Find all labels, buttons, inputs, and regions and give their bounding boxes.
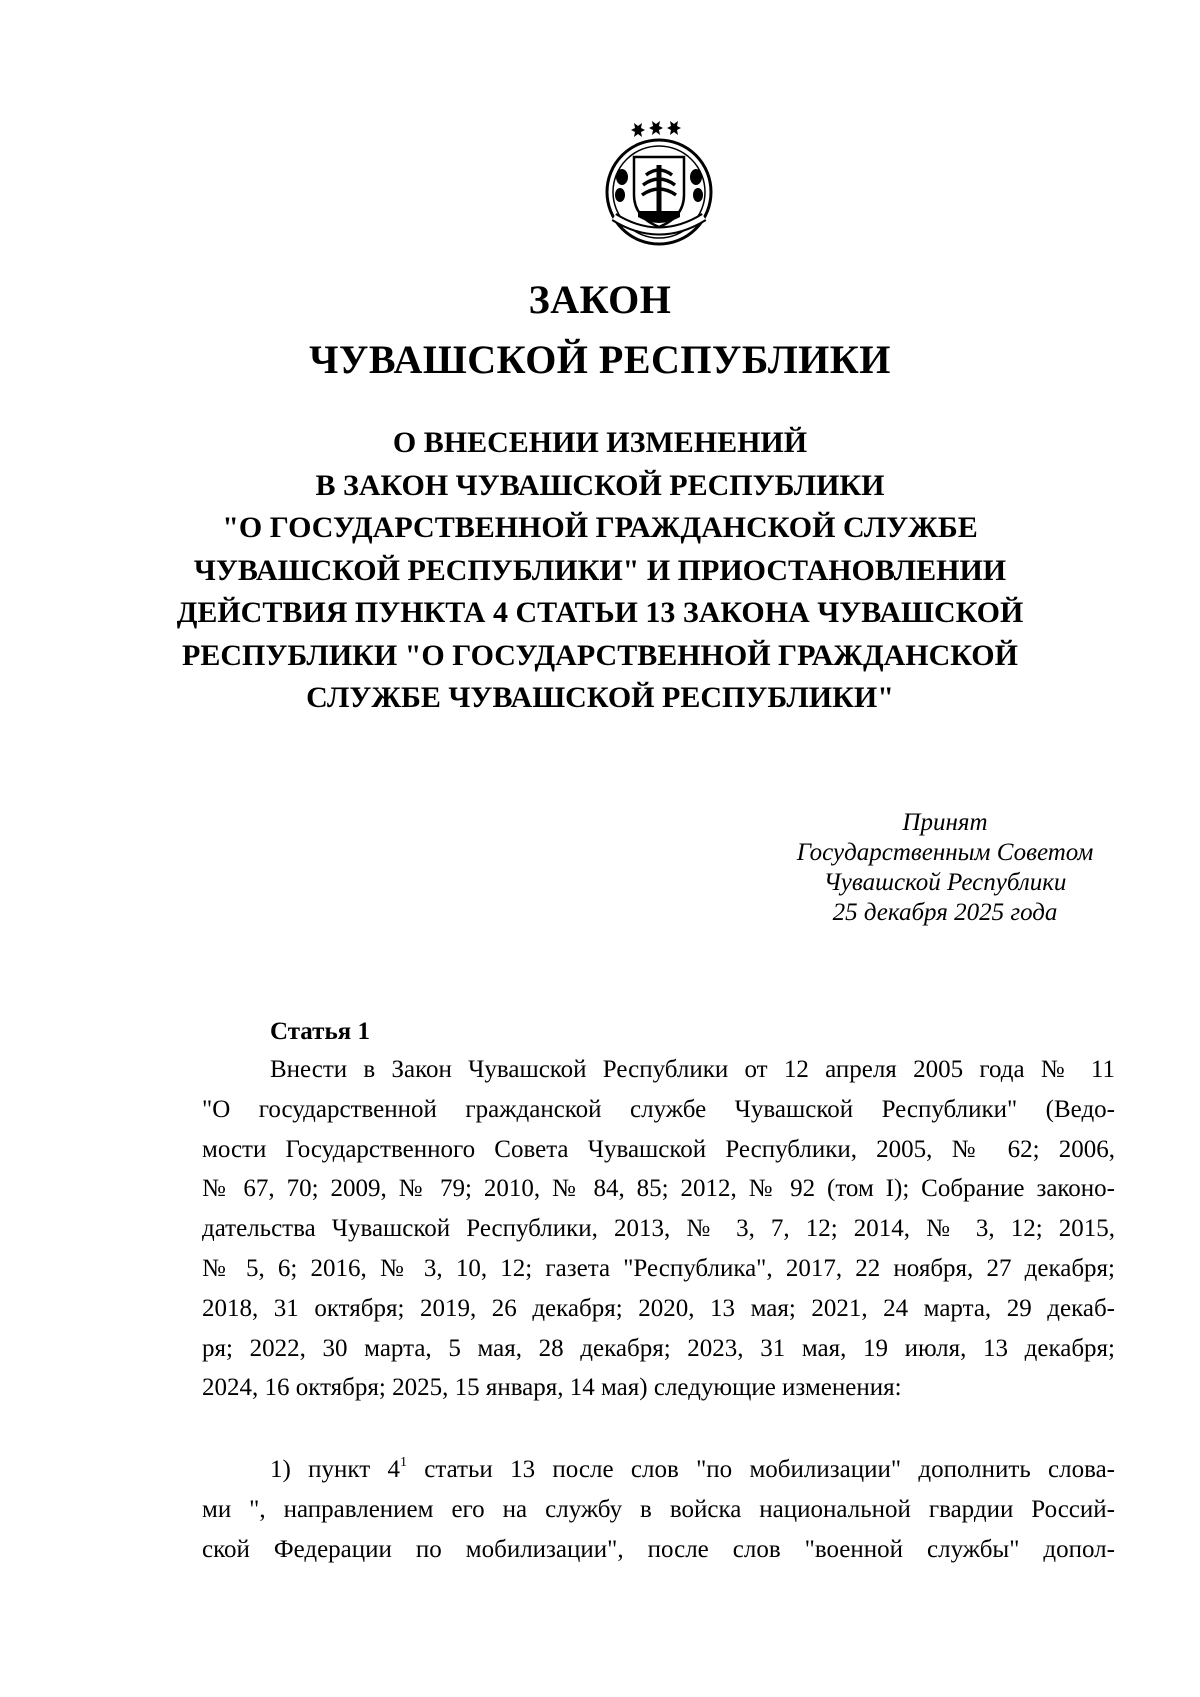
crown-stars (631, 121, 681, 137)
adoption-date: 25 декабря 2025 года (832, 899, 1058, 926)
item-1-superscript: 1 (399, 1454, 407, 1470)
paragraph-line: ми ", направлением его на службу в войска национальной гвардии Россий- (202, 1495, 1115, 1523)
paragraph-line: дательства Чувашской Республики, 2013, № 3, 7, 12; 2014, № 3, 12; 2015, (202, 1215, 1115, 1243)
law-title-line-2: ЧУВАШСКОЙ РЕСПУБЛИКИ (309, 337, 891, 382)
subject-line: СЛУЖБЕ ЧУВАШСКОЙ РЕСПУБЛИКИ" (306, 681, 894, 714)
article-heading: Статья 1 (270, 1018, 370, 1045)
paragraph-line: "О государственной гражданской службе Чувашской Республики" (Ведо- (202, 1095, 1115, 1123)
coat-of-arms-icon (596, 117, 722, 247)
subject-line: "О ГОСУДАРСТВЕННОЙ ГРАЖДАНСКОЙ СЛУЖБЕ (222, 511, 978, 544)
paragraph-line: 2018, 31 октября; 2019, 26 декабря; 2020, 13 мая; 2021, 24 марта, 29 декаб- (202, 1294, 1115, 1322)
paragraph-line: ря; 2022, 30 марта, 5 мая, 28 декабря; 2023, 31 мая, 19 июля, 13 декабря; (202, 1334, 1115, 1362)
paragraph-line: № 67, 70; 2009, № 79; 2010, № 84, 85; 2012, № 92 (том I); Собрание законо- (202, 1175, 1115, 1203)
item-1-start: 1) пункт 4 (270, 1456, 400, 1483)
subject-line: О ВНЕСЕНИИ ИЗМЕНЕНИЙ (392, 426, 808, 459)
subject-line: В ЗАКОН ЧУВАШСКОЙ РЕСПУБЛИКИ (315, 468, 885, 502)
subject-line: РЕСПУБЛИКИ "О ГОСУДАРСТВЕННОЙ ГРАЖДАНСКОЙ (182, 638, 1018, 672)
item-1-rest: статьи 13 после слов "по мобилизации" дополнить слова- (406, 1456, 1116, 1483)
paragraph-line: № 5, 6; 2016, № 3, 10, 12; газета "Республика", 2017, 22 ноября, 27 декабря; (202, 1254, 1115, 1282)
item-1-first-line (202, 1450, 1115, 1490)
article-1-item-1 (202, 1450, 1115, 1569)
adoption-line: Принят (902, 809, 988, 836)
paragraph-line: мости Государственного Совета Чувашской Республики, 2005, № 62; 2006, (202, 1135, 1115, 1163)
subject-line: ЧУВАШСКОЙ РЕСПУБЛИКИ" И ПРИОСТАНОВЛЕНИИ (193, 553, 1007, 587)
adoption-line: Государственным Советом (796, 839, 1094, 866)
law-subject (0, 422, 1200, 720)
law-title-line-1: ЗАКОН (528, 277, 672, 322)
subject-line: ДЕЙСТВИЯ ПУНКТА 4 СТАТЬИ 13 ЗАКОНА ЧУВАШСКОЙ (176, 596, 1024, 629)
adoption-line: Чувашской Республики (823, 869, 1067, 896)
paragraph-line: 2024, 16 октября; 2025, 15 января, 14 мая) следующие изменения: (202, 1374, 902, 1402)
adoption-note (780, 808, 1110, 928)
law-title (0, 270, 1200, 390)
paragraph-line: Внести в Закон Чувашской Республики от 12 апреля 2005 года № 11 (270, 1056, 1115, 1083)
article-1-paragraph-1 (202, 1050, 1115, 1408)
paragraph-line: ской Федерации по мобилизации", после слов "военной службы" допол- (202, 1535, 1115, 1563)
